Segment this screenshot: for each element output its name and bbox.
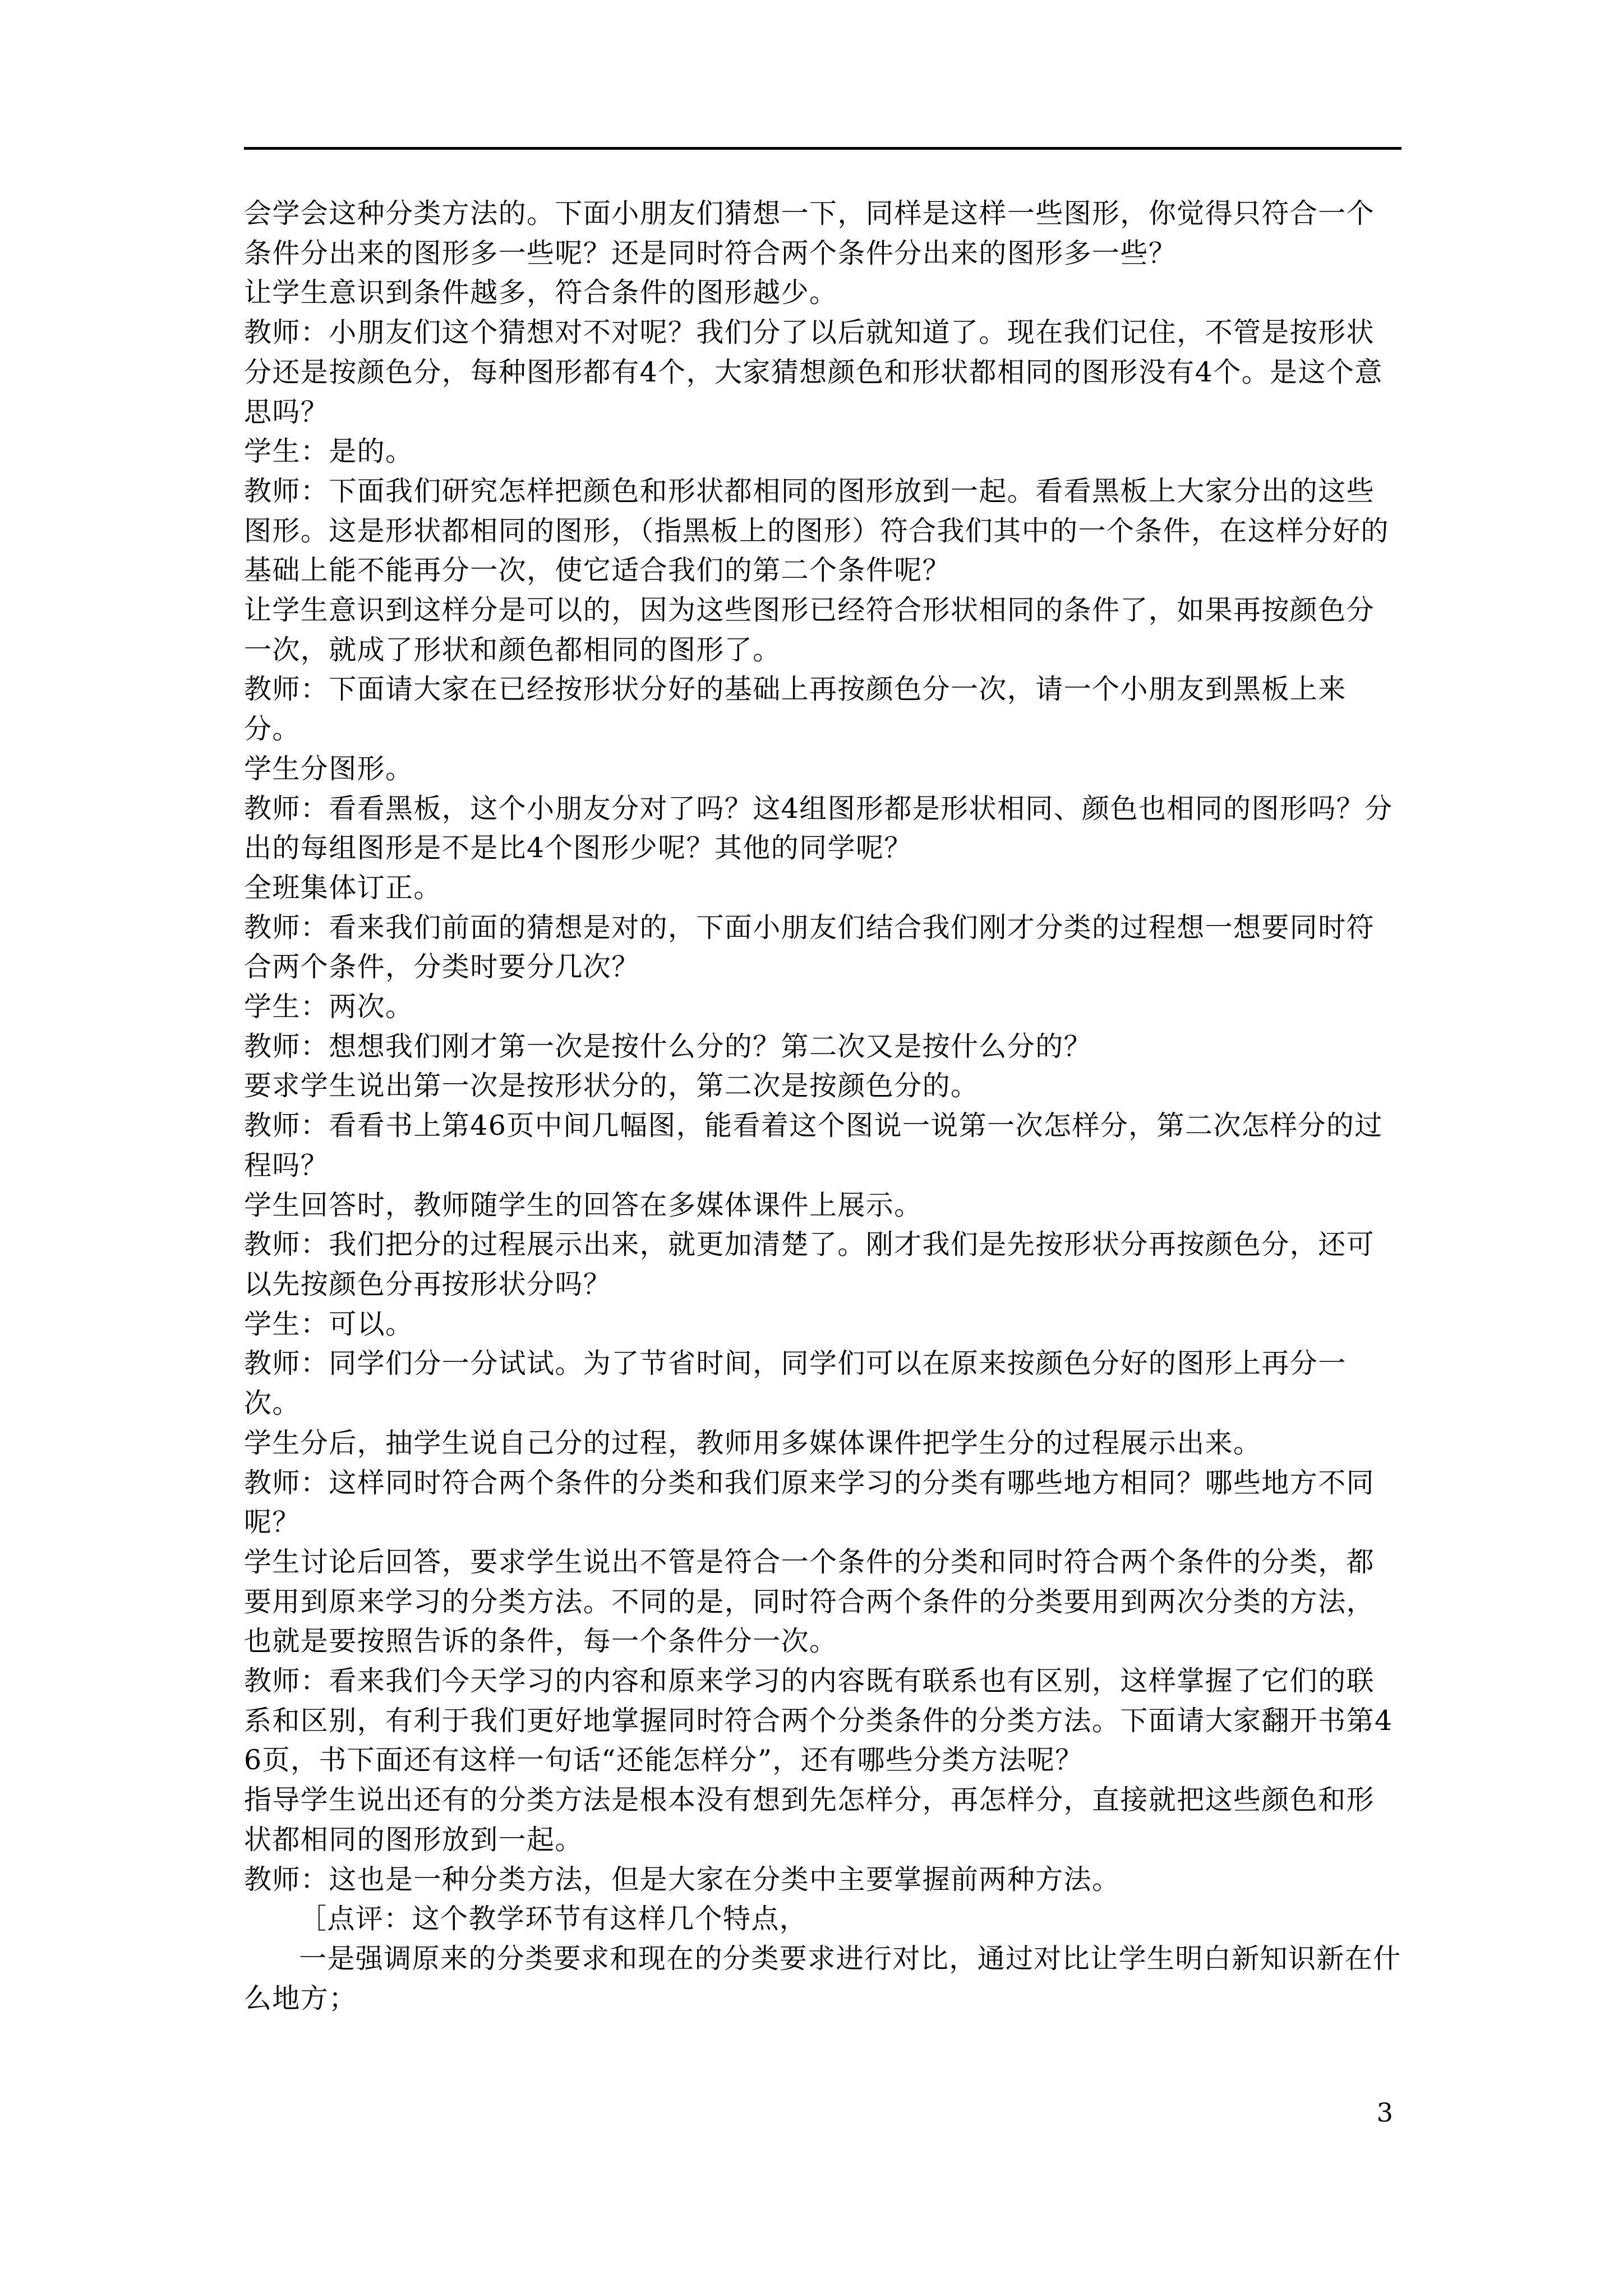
paragraph: 学生：可以。: [244, 1308, 414, 1340]
paragraph: 教师：这也是一种分类方法，但是大家在分类中主要掌握前两种方法。: [244, 1863, 1121, 1895]
comment-paragraph: ［点评：这个教学环节有这样几个特点，: [299, 1903, 808, 1935]
paragraph: 学生：是的。: [244, 435, 414, 468]
paragraph: 指导学生说出还有的分类方法是根本没有想到先怎样分，再怎样分，直接就把这些颜色和形状都相同的图形放到一起。: [244, 1784, 1375, 1856]
paragraph: 教师：这样同时符合两个条件的分类和我们原来学习的分类有哪些地方相同？哪些地方不同呢？: [244, 1466, 1375, 1539]
document-body: [244, 194, 1401, 2018]
paragraph: 要求学生说出第一次是按形状分的，第二次是按颜色分的。: [244, 1070, 979, 1102]
paragraph: 让学生意识到这样分是可以的，因为这些图形已经符合形状相同的条件了，如果再按颜色分一次，就成了形状和颜色都相同的图形了。: [244, 594, 1375, 666]
paragraph: 教师：我们把分的过程展示出来，就更加清楚了。刚才我们是先按形状分再按颜色分，还可以先按颜色分再按形状分吗？: [244, 1228, 1375, 1300]
paragraph: 学生讨论后回答，要求学生说出不管是符合一个条件的分类和同时符合两个条件的分类，都要用到原来学习的分类方法。不同的是，同时符合两个条件的分类要用到两次分类的方法，也就是要按照告诉的条件，每一个条件分一次。: [244, 1545, 1375, 1658]
paragraph: 教师：小朋友们这个猜想对不对呢？我们分了以后就知道了。现在我们记住，不管是按形状分还是按颜色分，每种图形都有4个，大家猜想颜色和形状都相同的图形没有4个。是这个意思吗？: [244, 316, 1383, 428]
paragraph: 学生分后，抽学生说自己分的过程，教师用多媒体课件把学生分的过程展示出来。: [244, 1427, 1262, 1459]
paragraph: 教师：看看书上第46页中间几幅图，能看着这个图说一说第一次怎样分，第二次怎样分的过程吗？: [244, 1110, 1383, 1181]
paragraph: 教师：下面我们研究怎样把颜色和形状都相同的图形放到一起。看看黑板上大家分出的这些图形。这是形状都相同的图形，（指黑板上的图形）符合我们其中的一个条件，在这样分好的基础上能不能再分一次，使它适合我们的第二个条件呢？: [244, 475, 1389, 587]
paragraph: 学生回答时，教师随学生的回答在多媒体课件上展示。: [244, 1189, 923, 1221]
paragraph: 会学会这种分类方法的。下面小朋友们猜想一下，同样是这样一些图形，你觉得只符合一个条件分出来的图形多一些呢？还是同时符合两个条件分出来的图形多一些？: [244, 197, 1375, 269]
paragraph: 教师：想想我们刚才第一次是按什么分的？第二次又是按什么分的？: [244, 1030, 1092, 1062]
page-number: 3: [1376, 2097, 1393, 2128]
paragraph: 全班集体订正。: [244, 871, 442, 904]
paragraph: 教师：看来我们前面的猜想是对的，下面小朋友们结合我们刚才分类的过程想一想要同时符合两个条件，分类时要分几次？: [244, 911, 1375, 983]
paragraph: 学生：两次。: [244, 991, 414, 1023]
paragraph: 教师：看看黑板，这个小朋友分对了吗？这4组图形都是形状相同、颜色也相同的图形吗？分出的每组图形是不是比4个图形少呢？其他的同学呢？: [244, 792, 1393, 864]
paragraph: 教师：下面请大家在已经按形状分好的基础上再按颜色分一次，请一个小朋友到黑板上来分。: [244, 673, 1347, 746]
paragraph: 教师：看来我们今天学习的内容和原来学习的内容既有联系也有区别，这样掌握了它们的联系和区别，有利于我们更好地掌握同时符合两个分类条件的分类方法。下面请大家翻开书第46页，书下面还有这样一句话“还能怎样分”，还有哪些分类方法呢？: [244, 1665, 1393, 1777]
comment-paragraph: 一是强调原来的分类要求和现在的分类要求进行对比，通过对比让学生明白新知识新在什么地方；: [244, 1942, 1401, 2014]
paragraph: 学生分图形。: [244, 752, 414, 785]
header-rule: [244, 147, 1401, 150]
paragraph: 教师：同学们分一分试试。为了节省时间，同学们可以在原来按颜色分好的图形上再分一次。: [244, 1347, 1347, 1420]
paragraph: 让学生意识到条件越多，符合条件的图形越少。: [244, 277, 838, 309]
